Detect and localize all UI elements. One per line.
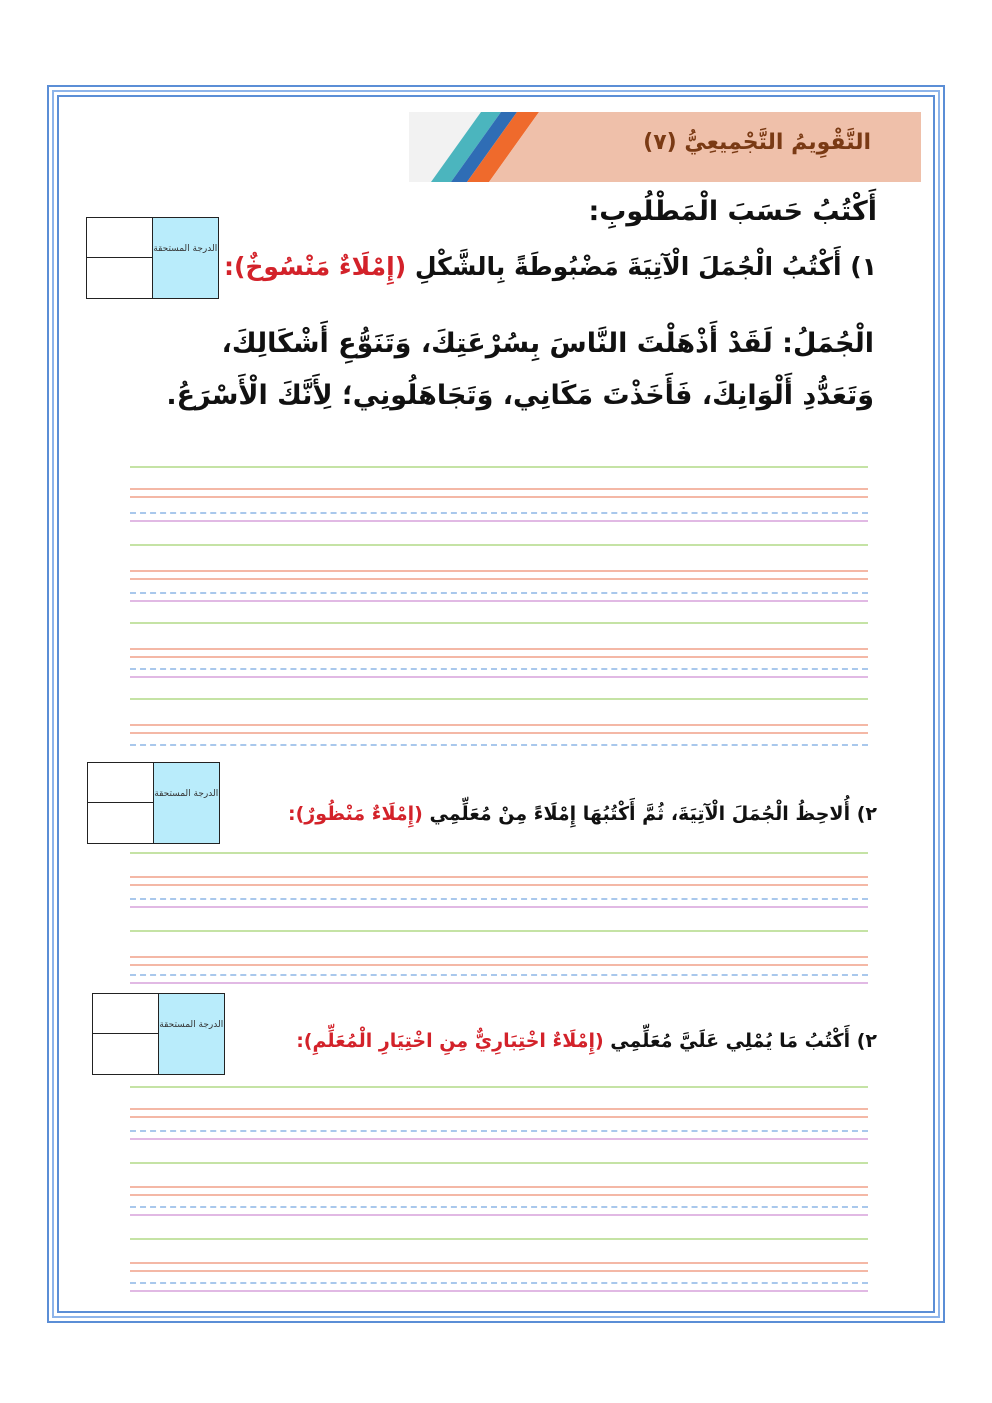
question-3-type: (إِمْلَاءٌ اخْتِبَارِيٌّ مِنِ اخْتِيَارِ الْمُعَلِّمِ):: [296, 1030, 604, 1052]
score-cell[interactable]: [93, 1034, 159, 1074]
instruction-heading: أَكْتُبُ حَسَبَ الْمَطْلُوبِ:: [588, 196, 877, 227]
score-box-2: [87, 762, 220, 844]
score-cell[interactable]: [88, 763, 154, 803]
question-2-type: (إِمْلَاءٌ مَنْظُورٌ):: [287, 803, 423, 825]
question-2: [288, 803, 877, 825]
score-cell[interactable]: [87, 218, 153, 258]
score-label: الدرجة المستحقة: [159, 994, 225, 1074]
question-3: [296, 1030, 877, 1052]
dictation-sentences: الْجُمَلُ: لَقَدْ أَذْهَلْتَ النَّاسَ بِسُرْعَتِكَ، وَتَنَوُّعِ أَشْكَالِكَ، وَتَعَدُّدِ أَلْوَانِكَ، فَأَخَذْتَ مَكَانِي، وَتَجَاهَلُونِي؛ لِأَنَّكَ الْأَسْرَعُ.: [166, 328, 874, 411]
question-1-type: (إِمْلَاءٌ مَنْسُوخٌ):: [223, 252, 407, 281]
score-box-3: [92, 993, 225, 1075]
question-1-text: ١) أَكْتُبُ الْجُمَلَ الْآتِيَةَ مَضْبُوطَةً بِالشَّكْلِ: [414, 252, 877, 281]
score-cell[interactable]: [93, 994, 159, 1034]
question-1: [224, 252, 877, 281]
decorative-stripes: [409, 112, 569, 182]
page-title: التَّقْوِيمُ التَّجْمِيعِيُّ (٧): [643, 130, 871, 155]
header-band: [409, 112, 921, 182]
question-2-text: ٢) أُلاحِظُ الْجُمَلَ الْآتِيَةَ، ثُمَّ أَكْتُبُهَا إِمْلَاءً مِنْ مُعَلِّمِي: [429, 803, 877, 825]
score-label: الدرجة المستحقة: [153, 218, 219, 298]
score-box-1: [86, 217, 219, 299]
score-cell[interactable]: [87, 258, 153, 298]
score-label: الدرجة المستحقة: [154, 763, 220, 843]
question-3-text: ٢) أَكْتُبُ مَا يُمْلِي عَلَيَّ مُعَلِّمِي: [610, 1030, 877, 1052]
score-cell[interactable]: [88, 803, 154, 843]
